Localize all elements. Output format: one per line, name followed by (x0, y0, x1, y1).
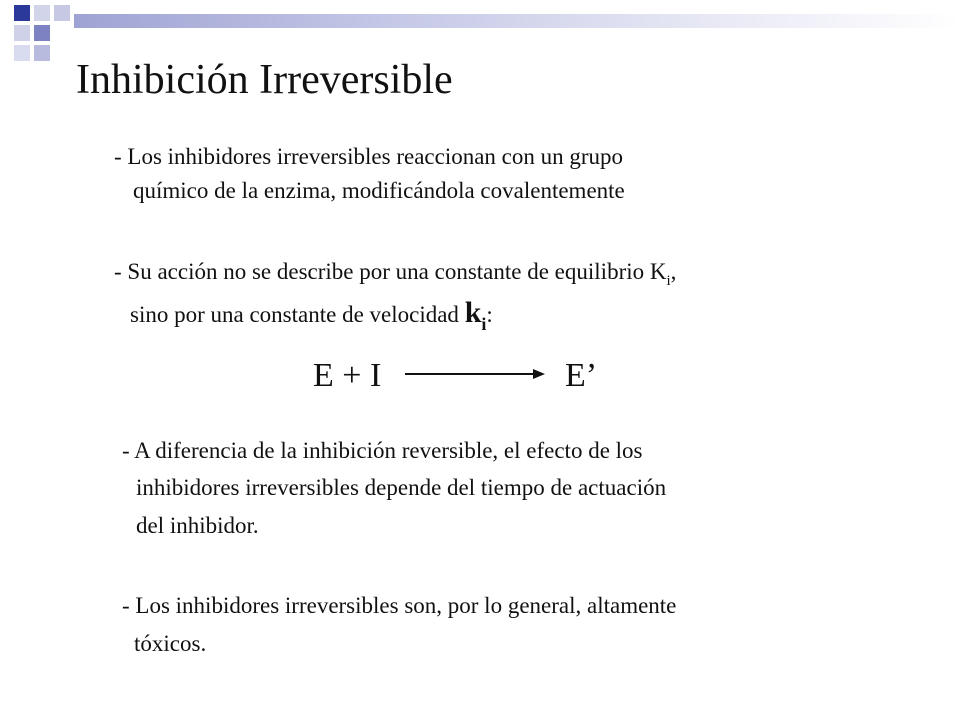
corner-square-decoration (14, 5, 30, 21)
rate-constant-subscript: i (481, 314, 487, 334)
bullet-4-line-1: - Los inhibidores irreversibles son, por lo general, altamente (122, 593, 677, 618)
slide-title: Inhibición Irreversible (76, 57, 453, 103)
reaction-arrow-icon (405, 366, 545, 382)
corner-square-decoration (34, 25, 50, 41)
bullet-2-line-1-text: - Su acción no se describe por una constante de equilibrio K (114, 259, 667, 284)
bullet-3-line-3: del inhibidor. (136, 513, 259, 538)
bullet-2-line-2-tail: : (486, 302, 493, 327)
rate-constant-k: k (464, 296, 482, 329)
corner-square-decoration (14, 45, 30, 61)
bullet-2-line-1-tail: , (670, 259, 677, 284)
bullet-4-line-2: tóxicos. (134, 631, 207, 656)
bullet-2-line-2 (130, 296, 493, 341)
bullet-3-line-1: - A diferencia de la inhibición reversible, el efecto de los (122, 438, 643, 463)
equation-reactants: E + I (313, 357, 382, 394)
corner-square-decoration (34, 5, 50, 21)
bullet-1-line-1: - Los inhibidores irreversibles reaccionan con un grupo (114, 144, 624, 169)
bullet-1-line-2: químico de la enzima, modificándola covalentemente (133, 178, 625, 203)
corner-square-decoration (34, 45, 50, 61)
corner-square-decoration (54, 5, 70, 21)
equation-product: E’ (565, 357, 598, 394)
header-gradient-band (74, 14, 960, 28)
bullet-2-line-2-text: sino por una constante de velocidad (130, 302, 465, 327)
bullet-2-line-1 (114, 255, 676, 298)
bullet-3-line-2: inhibidores irreversibles depende del tiempo de actuación (136, 475, 667, 500)
corner-square-decoration (14, 25, 30, 41)
ki-subscript: i (666, 273, 671, 289)
